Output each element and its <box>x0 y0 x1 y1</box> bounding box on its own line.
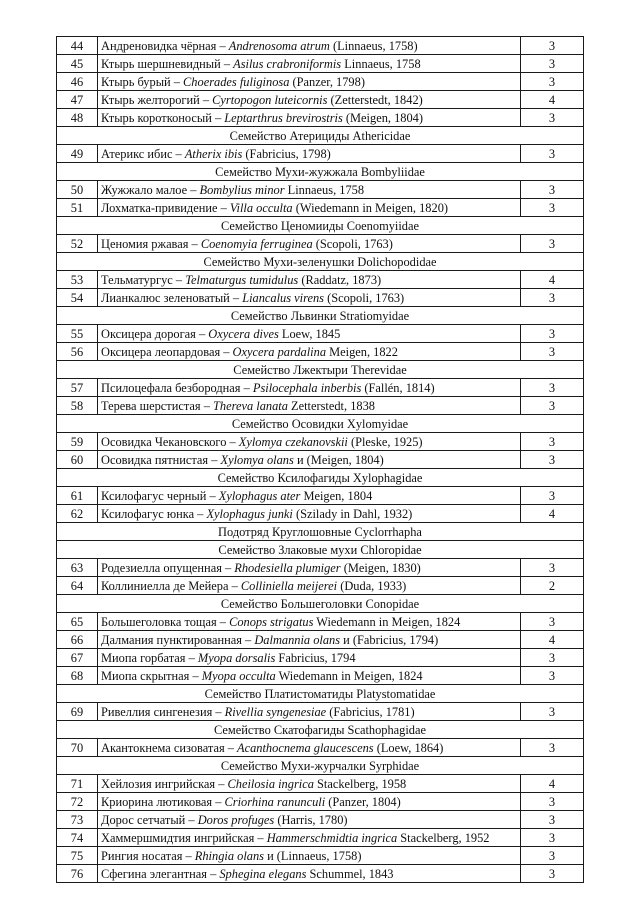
russian-name: Ктырь шершневидный – <box>101 56 234 71</box>
author-citation: (Zetterstedt, 1842) <box>327 92 423 107</box>
species-name <box>98 91 521 109</box>
species-number: 61 <box>57 487 98 505</box>
author-citation: (Pleske, 1925) <box>347 434 423 449</box>
russian-name: Лианкалюс зеленоватый – <box>101 290 243 305</box>
species-row <box>57 451 584 469</box>
species-table <box>56 36 584 883</box>
author-citation: Stackelberg, 1952 <box>397 830 490 845</box>
species-name <box>98 433 521 451</box>
species-row <box>57 559 584 577</box>
species-name <box>98 649 521 667</box>
author-citation: Linnaeus, 1758 <box>341 56 421 71</box>
species-name <box>98 811 521 829</box>
species-name <box>98 829 521 847</box>
rarity-category: 3 <box>521 343 584 361</box>
species-name <box>98 181 521 199</box>
author-citation: и (Linnaeus, 1758) <box>263 848 362 863</box>
russian-name: Лохматка-привидение – <box>101 200 230 215</box>
species-row <box>57 865 584 883</box>
russian-name: Тельматургус – <box>101 272 186 287</box>
latin-name: Telmaturgus tumidulus <box>185 272 299 287</box>
author-citation: (Panzer, 1798) <box>289 74 365 89</box>
family-header-row <box>57 595 584 613</box>
family-header: Семейство Атерициды Athericidae <box>57 127 584 145</box>
latin-name: Coenomyia ferruginea <box>200 236 313 251</box>
family-header: Семейство Мухи-журчалки Syrphidae <box>57 757 584 775</box>
rarity-category: 3 <box>521 865 584 883</box>
species-number: 55 <box>57 325 98 343</box>
rarity-category: 3 <box>521 55 584 73</box>
family-header-row <box>57 253 584 271</box>
species-row <box>57 847 584 865</box>
species-row <box>57 181 584 199</box>
rarity-category: 3 <box>521 559 584 577</box>
family-header-row <box>57 685 584 703</box>
species-name <box>98 631 521 649</box>
latin-name: Villa occulta <box>229 200 293 215</box>
species-name <box>98 505 521 523</box>
species-row <box>57 793 584 811</box>
species-name <box>98 379 521 397</box>
latin-name: Myopa dorsalis <box>197 650 276 665</box>
latin-name: Xylophagus junki <box>206 506 293 521</box>
rarity-category: 3 <box>521 829 584 847</box>
species-number: 49 <box>57 145 98 163</box>
author-citation: (Fabricius, 1798) <box>242 146 331 161</box>
rarity-category: 2 <box>521 577 584 595</box>
rarity-category: 3 <box>521 739 584 757</box>
author-citation: (Loew, 1864) <box>373 740 444 755</box>
species-number: 47 <box>57 91 98 109</box>
author-citation: Linnaeus, 1758 <box>284 182 365 197</box>
latin-name: Thereva lanata <box>213 398 288 413</box>
rarity-category: 3 <box>521 667 584 685</box>
russian-name: Дорос сетчатый – <box>101 812 198 827</box>
species-row <box>57 289 584 307</box>
species-number: 71 <box>57 775 98 793</box>
russian-name: Рингия носатая – <box>101 848 195 863</box>
species-row <box>57 235 584 253</box>
rarity-category: 4 <box>521 91 584 109</box>
species-row <box>57 73 584 91</box>
family-header-row <box>57 721 584 739</box>
family-header-row <box>57 361 584 379</box>
latin-name: Psilocephala inberbis <box>252 380 362 395</box>
species-number: 72 <box>57 793 98 811</box>
species-name <box>98 109 521 127</box>
family-header: Семейство Лжектыри Therevidae <box>57 361 584 379</box>
species-name <box>98 559 521 577</box>
author-citation: (Duda, 1933) <box>337 578 407 593</box>
species-name <box>98 865 521 883</box>
latin-name: Dalmannia olans <box>254 632 341 647</box>
author-citation: (Panzer, 1804) <box>325 794 401 809</box>
latin-name: Oxycera pardalina <box>232 344 327 359</box>
latin-name: Xylomya olans <box>220 452 294 467</box>
russian-name: Криорина лютиковая – <box>101 794 225 809</box>
species-row <box>57 91 584 109</box>
russian-name: Большеголовка тощая – <box>101 614 230 629</box>
author-citation: и (Meigen, 1804) <box>293 452 384 467</box>
rarity-category: 3 <box>521 649 584 667</box>
species-number: 50 <box>57 181 98 199</box>
rarity-category: 3 <box>521 397 584 415</box>
rarity-category: 3 <box>521 289 584 307</box>
russian-name: Акантокнема сизоватая – <box>101 740 238 755</box>
species-name <box>98 703 521 721</box>
author-citation: (Fabricius, 1781) <box>326 704 415 719</box>
species-number: 58 <box>57 397 98 415</box>
russian-name: Ктырь желторогий – <box>101 92 213 107</box>
species-number: 64 <box>57 577 98 595</box>
latin-name: Rivellia syngenesiae <box>224 704 327 719</box>
author-citation: Meigen, 1804 <box>300 488 373 503</box>
species-name <box>98 325 521 343</box>
species-name <box>98 289 521 307</box>
author-citation: Wiedemann in Meigen, 1824 <box>275 668 423 683</box>
author-citation: Schummel, 1843 <box>306 866 394 881</box>
author-citation: Fabricius, 1794 <box>275 650 356 665</box>
rarity-category: 3 <box>521 379 584 397</box>
family-header-row <box>57 757 584 775</box>
author-citation: Wiedemann in Meigen, 1824 <box>313 614 461 629</box>
rarity-category: 3 <box>521 487 584 505</box>
rarity-category: 4 <box>521 775 584 793</box>
latin-name: Rhingia olans <box>194 848 264 863</box>
family-header-row <box>57 415 584 433</box>
species-row <box>57 397 584 415</box>
russian-name: Ктырь бурый – <box>101 74 184 89</box>
species-row <box>57 505 584 523</box>
author-citation: Loew, 1845 <box>278 326 341 341</box>
author-citation: (Szilady in Dahl, 1932) <box>292 506 413 521</box>
species-name <box>98 577 521 595</box>
species-row <box>57 631 584 649</box>
latin-name: Leptarthrus brevirostris <box>224 110 343 125</box>
latin-name: Cheilosia ingrica <box>227 776 314 791</box>
russian-name: Миопа горбатая – <box>101 650 198 665</box>
species-name <box>98 235 521 253</box>
species-name <box>98 739 521 757</box>
family-header-row <box>57 523 584 541</box>
russian-name: Хаммершмидтия ингрийская – <box>101 830 267 845</box>
rarity-category: 3 <box>521 451 584 469</box>
rarity-category: 3 <box>521 325 584 343</box>
species-row <box>57 325 584 343</box>
species-name <box>98 145 521 163</box>
species-row <box>57 145 584 163</box>
species-name <box>98 775 521 793</box>
rarity-category: 3 <box>521 793 584 811</box>
author-citation: (Fallén, 1814) <box>361 380 435 395</box>
species-number: 67 <box>57 649 98 667</box>
family-header: Семейство Ксилофагиды Xylophagidae <box>57 469 584 487</box>
species-number: 45 <box>57 55 98 73</box>
species-name <box>98 55 521 73</box>
latin-name: Rhodesiella plumiger <box>234 560 341 575</box>
species-number: 46 <box>57 73 98 91</box>
rarity-category: 3 <box>521 613 584 631</box>
species-number: 74 <box>57 829 98 847</box>
species-name <box>98 343 521 361</box>
species-row <box>57 433 584 451</box>
family-header-row <box>57 307 584 325</box>
rarity-category: 3 <box>521 847 584 865</box>
rarity-category: 3 <box>521 109 584 127</box>
species-number: 59 <box>57 433 98 451</box>
species-number: 60 <box>57 451 98 469</box>
species-number: 52 <box>57 235 98 253</box>
species-row <box>57 613 584 631</box>
latin-name: Bombylius minor <box>199 182 285 197</box>
latin-name: Myopa occulta <box>201 668 276 683</box>
family-header-row <box>57 469 584 487</box>
species-name <box>98 667 521 685</box>
species-name <box>98 199 521 217</box>
species-row <box>57 109 584 127</box>
species-number: 65 <box>57 613 98 631</box>
russian-name: Терева шерстистая – <box>101 398 214 413</box>
species-table-body <box>57 37 584 883</box>
russian-name: Жужжало малое – <box>101 182 200 197</box>
rarity-category: 3 <box>521 811 584 829</box>
russian-name: Хейлозия ингрийская – <box>101 776 228 791</box>
russian-name: Псилоцефала безбородная – <box>101 380 253 395</box>
latin-name: Cyrtopogon luteicornis <box>212 92 328 107</box>
latin-name: Liancalus virens <box>242 290 324 305</box>
rarity-category: 3 <box>521 235 584 253</box>
russian-name: Осовидка пятнистая – <box>101 452 221 467</box>
rarity-category: 3 <box>521 37 584 55</box>
family-header-row <box>57 163 584 181</box>
family-header-row <box>57 127 584 145</box>
family-header-row <box>57 217 584 235</box>
author-citation: и (Fabricius, 1794) <box>340 632 439 647</box>
species-number: 53 <box>57 271 98 289</box>
species-number: 69 <box>57 703 98 721</box>
russian-name: Атерикс ибис – <box>101 146 185 161</box>
family-header: Семейство Осовидки Xylomyidae <box>57 415 584 433</box>
latin-name: Conops strigatus <box>229 614 314 629</box>
family-header: Семейство Ценомииды Coenomyiidae <box>57 217 584 235</box>
author-citation: Meigen, 1822 <box>326 344 398 359</box>
rarity-category: 3 <box>521 73 584 91</box>
rarity-category: 3 <box>521 199 584 217</box>
russian-name: Сфегина элегантная – <box>101 866 220 881</box>
russian-name: Осовидка Чекановского – <box>101 434 239 449</box>
russian-name: Ксилофагус черный – <box>101 488 219 503</box>
author-citation: (Meigen, 1830) <box>340 560 421 575</box>
russian-name: Оксицера дорогая – <box>101 326 209 341</box>
rarity-category: 4 <box>521 505 584 523</box>
species-row <box>57 703 584 721</box>
species-number: 70 <box>57 739 98 757</box>
latin-name: Atherix ibis <box>184 146 243 161</box>
species-name <box>98 451 521 469</box>
latin-name: Colliniella meijerei <box>240 578 338 593</box>
species-number: 75 <box>57 847 98 865</box>
species-number: 76 <box>57 865 98 883</box>
russian-name: Ктырь коротконосый – <box>101 110 225 125</box>
species-name <box>98 271 521 289</box>
latin-name: Choerades fuliginosa <box>183 74 290 89</box>
rarity-category: 3 <box>521 703 584 721</box>
latin-name: Criorhina ranunculi <box>224 794 326 809</box>
family-header: Семейство Львинки Stratiomyidae <box>57 307 584 325</box>
species-name <box>98 613 521 631</box>
species-number: 57 <box>57 379 98 397</box>
family-header-row <box>57 541 584 559</box>
rarity-category: 3 <box>521 181 584 199</box>
species-number: 48 <box>57 109 98 127</box>
author-citation: Zetterstedt, 1838 <box>287 398 375 413</box>
latin-name: Hammerschmidtia ingrica <box>266 830 398 845</box>
latin-name: Doros profuges <box>197 812 275 827</box>
species-row <box>57 199 584 217</box>
species-number: 54 <box>57 289 98 307</box>
family-header: Семейство Мухи-зеленушки Dolichopodidae <box>57 253 584 271</box>
russian-name: Ценомия ржавая – <box>101 236 201 251</box>
latin-name: Acanthocnema glaucescens <box>237 740 374 755</box>
species-number: 44 <box>57 37 98 55</box>
russian-name: Ксилофагус юнка – <box>101 506 207 521</box>
species-name <box>98 37 521 55</box>
species-name <box>98 73 521 91</box>
latin-name: Xylophagus ater <box>218 488 301 503</box>
russian-name: Далмания пунктированная – <box>101 632 255 647</box>
author-citation: (Raddatz, 1873) <box>298 272 382 287</box>
rarity-category: 3 <box>521 433 584 451</box>
family-header: Подотряд Круглошовные Cyclorrhapha <box>57 523 584 541</box>
species-number: 51 <box>57 199 98 217</box>
species-name <box>98 847 521 865</box>
author-citation: (Wiedemann in Meigen, 1820) <box>292 200 449 215</box>
author-citation: Stackelberg, 1958 <box>313 776 407 791</box>
species-row <box>57 811 584 829</box>
species-row <box>57 343 584 361</box>
latin-name: Asilus crabroniformis <box>233 56 342 71</box>
species-row <box>57 271 584 289</box>
russian-name: Оксицера леопардовая – <box>101 344 233 359</box>
russian-name: Коллиниелла де Мейера – <box>101 578 241 593</box>
family-header: Семейство Скатофагиды Scathophagidae <box>57 721 584 739</box>
rarity-category: 3 <box>521 145 584 163</box>
species-number: 73 <box>57 811 98 829</box>
species-row <box>57 649 584 667</box>
author-citation: (Harris, 1780) <box>274 812 348 827</box>
species-number: 56 <box>57 343 98 361</box>
species-row <box>57 37 584 55</box>
species-name <box>98 793 521 811</box>
author-citation: (Scopoli, 1763) <box>324 290 405 305</box>
latin-name: Oxycera dives <box>208 326 279 341</box>
rarity-category: 4 <box>521 271 584 289</box>
species-row <box>57 487 584 505</box>
species-number: 62 <box>57 505 98 523</box>
family-header: Семейство Мухи-жужжала Bombyliidae <box>57 163 584 181</box>
author-citation: (Scopoli, 1763) <box>312 236 393 251</box>
latin-name: Xylomya czekanovskii <box>238 434 348 449</box>
species-row <box>57 667 584 685</box>
rarity-category: 4 <box>521 631 584 649</box>
species-row <box>57 577 584 595</box>
species-row <box>57 739 584 757</box>
author-citation: (Linnaeus, 1758) <box>329 38 418 53</box>
species-row <box>57 829 584 847</box>
russian-name: Андреновидка чёрная – <box>101 38 229 53</box>
latin-name: Andrenosoma atrum <box>228 38 330 53</box>
species-number: 63 <box>57 559 98 577</box>
species-name <box>98 487 521 505</box>
species-name <box>98 397 521 415</box>
species-row <box>57 379 584 397</box>
latin-name: Sphegina elegans <box>219 866 307 881</box>
species-row <box>57 775 584 793</box>
family-header: Семейство Большеголовки Conopidae <box>57 595 584 613</box>
family-header: Семейство Злаковые мухи Chloropidae <box>57 541 584 559</box>
author-citation: (Meigen, 1804) <box>342 110 423 125</box>
russian-name: Родезиелла опущенная – <box>101 560 235 575</box>
russian-name: Ривеллия сингенезия – <box>101 704 225 719</box>
family-header: Семейство Платистоматиды Platystomatidae <box>57 685 584 703</box>
species-number: 66 <box>57 631 98 649</box>
species-number: 68 <box>57 667 98 685</box>
species-row <box>57 55 584 73</box>
russian-name: Миопа скрытная – <box>101 668 202 683</box>
